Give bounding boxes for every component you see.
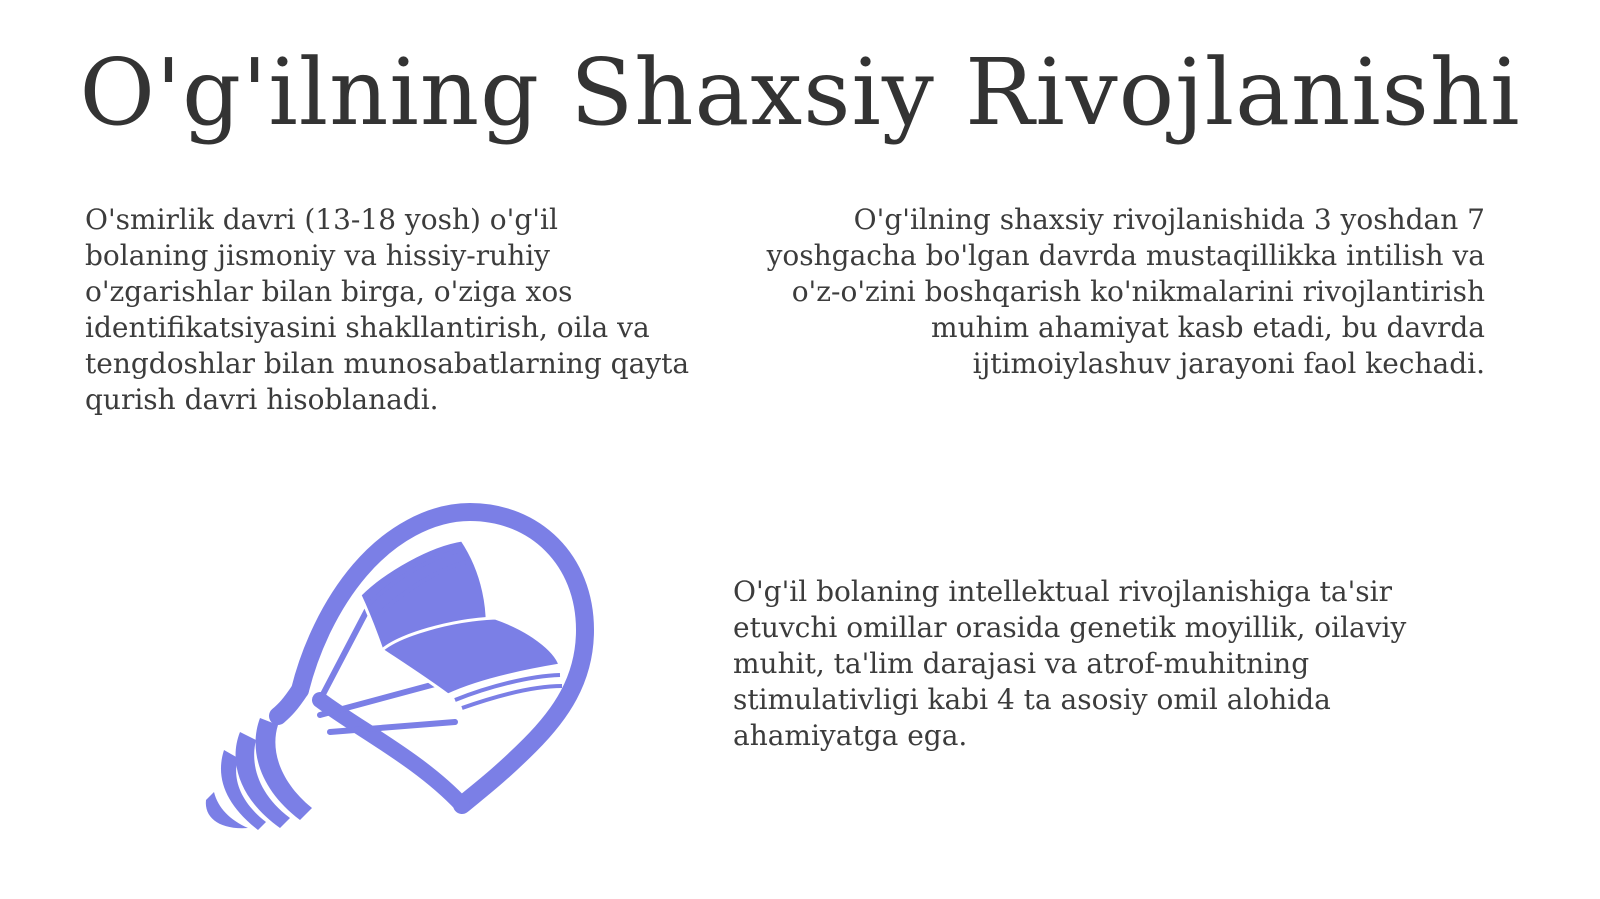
paragraph-early-childhood: O'g'ilning shaxsiy rivojlanishida 3 yoshdan 7 yoshgacha bo'lgan davrda mustaqillikka intilish va o'z-o'zini boshqarish ko'nikmalarini rivojlantirish muhim ahamiyat kasb etadi, bu davrda ijtimoiylashuv jarayoni faol kechadi. (766, 203, 1485, 380)
paragraph-adolescence: O'smirlik davri (13-18 yosh) o'g'il bolaning jismoniy va hissiy-ruhiy o'zgarishlar bilan birga, o'ziga xos identifikatsiyasini shakllantirish, oila va tengdoshlar bilan munosabatlarning qayta qurish davri hisoblanadi. (85, 203, 690, 416)
paragraph-intellectual-development: O'g'il bolaning intellektual rivojlanishiga ta'sir etuvchi omillar orasida genetik moyillik, oilaviy muhit, ta'lim darajasi va atrof-muhitning stimulativligi kabi 4 ta asosiy omil alohida ahamiyatga ega. (733, 575, 1407, 752)
lightbulb-with-book-icon (200, 500, 620, 850)
slide-title: O'g'ilning Shaxsiy Rivojlanishi (79, 39, 1521, 146)
